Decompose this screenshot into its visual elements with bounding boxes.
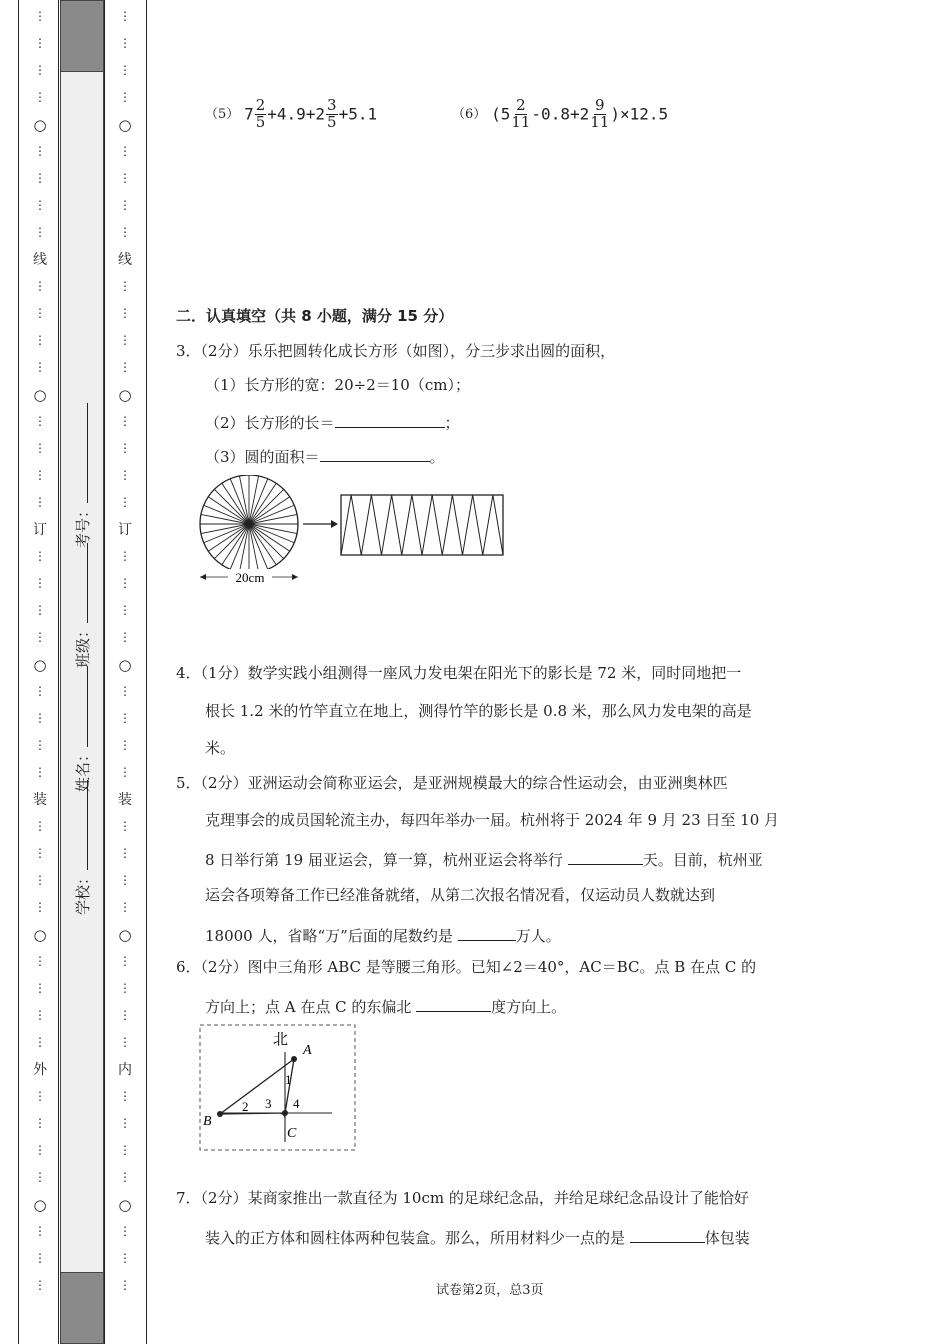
inner-circle-mark: ○ xyxy=(118,656,132,674)
q7-line-2-text: 装入的正方体和圆柱体两种包装盒。那么，所用材料少一点的是 xyxy=(205,1229,630,1247)
north-label: 北 xyxy=(273,1032,289,1048)
outer-circle-mark: ○ xyxy=(33,116,47,134)
label-A: A xyxy=(303,1043,312,1058)
angle-1-label: 1 xyxy=(285,1072,292,1087)
q5-line-2: 克理事会的成员国轮流主办，每四年举办一届。杭州将于 2024 年 9 月 23 日至 10 月 xyxy=(205,811,780,829)
item-5-num1: 2 xyxy=(255,96,266,114)
q3-step-1: （1）长方形的宽：20÷2＝10（cm）； xyxy=(205,376,470,394)
point-C xyxy=(282,1110,288,1116)
inner-side-mark: 内 xyxy=(118,1062,132,1078)
q6-triangle-figure xyxy=(199,1024,357,1152)
inner-bind-mark: 装 xyxy=(118,792,132,808)
label-B: B xyxy=(203,1114,212,1129)
item-6-label: （6） xyxy=(452,106,487,122)
q6-line-2-text: 方向上；点 A 在点 C 的东偏北 xyxy=(205,998,417,1016)
outer-side-mark: 外 xyxy=(33,1062,47,1078)
angle-4-label: 4 xyxy=(293,1096,300,1111)
sector-radius xyxy=(214,489,249,524)
angle-2-label: 2 xyxy=(242,1099,249,1114)
item-5-den2: 5 xyxy=(327,112,337,131)
q5-line-4: 运会各项筹备工作已经准备就绪，从第二次报名情况看，仅运动员人数就达到 xyxy=(205,886,716,904)
outer-border-line xyxy=(18,0,19,1344)
sector-radius xyxy=(249,489,284,524)
outer-staple-mark: 订 xyxy=(33,522,47,538)
inner-binding-line xyxy=(104,0,105,1344)
outer-circle-mark: ○ xyxy=(33,1196,47,1214)
outer-circle-mark: ○ xyxy=(33,656,47,674)
inner-dot-column: ⋮ ⋮ ⋮ ⋮ ○ ⋮ ⋮ ⋮ ⋮ 线 ⋮ ⋮ ⋮ ⋮ ○ ⋮ ⋮ ⋮ ⋮ 订 ⋮ ⋮ ⋮ ⋮ ○ ⋮ ⋮ ⋮ ⋮ 装 ⋮ ⋮ ⋮ ⋮ ○ ⋮ ⋮ ⋮ ⋮ 内 ⋮ ⋮ ⋮ ⋮ ○ ⋮ ⋮ ⋮ xyxy=(114,10,136,1306)
calc-item-5 xyxy=(205,98,377,131)
q3-step-3-text: （3）圆的面积＝ xyxy=(205,448,320,466)
q5-line-3-text: 8 日举行第 19 届亚运会，算一算，杭州亚运会将举行 xyxy=(205,851,568,869)
q6-blank-degree[interactable] xyxy=(416,997,491,1012)
exam-number-label: 考号： xyxy=(74,502,92,548)
q3-step-3-end: 。 xyxy=(429,448,445,466)
outer-circle-mark: ○ xyxy=(33,926,47,944)
item-5-whole: 7 xyxy=(244,104,254,124)
q5-line-5-text: 18000 人，省略“万”后面的尾数约是 xyxy=(205,927,458,945)
section-2-title: 二．认真填空（共 8 小题，满分 15 分） xyxy=(176,307,454,325)
outer-dot-column: ⋮ ⋮ ⋮ ⋮ ○ ⋮ ⋮ ⋮ ⋮ 线 ⋮ ⋮ ⋮ ⋮ ○ ⋮ ⋮ ⋮ ⋮ 订 ⋮ ⋮ ⋮ ⋮ ○ ⋮ ⋮ ⋮ ⋮ 装 ⋮ ⋮ ⋮ ⋮ ○ ⋮ ⋮ ⋮ ⋮ 外 ⋮ ⋮ ⋮ ⋮ ○ ⋮ ⋮ ⋮ xyxy=(29,10,51,1306)
q5-line-5-end: 万人。 xyxy=(515,927,561,945)
item-5-num2: 3 xyxy=(327,96,337,114)
margin-shade-top xyxy=(60,0,104,72)
item-5-mid: +4.9+2 xyxy=(267,104,326,124)
item-5-end: +5.1 xyxy=(338,104,378,124)
q3-circle-rectangle-figure xyxy=(195,475,515,600)
item-6-den2: 11 xyxy=(590,112,610,131)
q7-line-1: 7．（2分）某商家推出一款直径为 10cm 的足球纪念品，并给足球纪念品设计了能恰好 xyxy=(176,1189,749,1207)
outer-binding-line xyxy=(58,0,59,1344)
sector-radius xyxy=(214,524,249,559)
inner-circle-mark: ○ xyxy=(118,386,132,404)
inner-circle-mark: ○ xyxy=(118,926,132,944)
class-label: 班级： xyxy=(74,622,92,668)
diameter-label: 20cm xyxy=(235,570,265,585)
margin-shade-bottom xyxy=(60,1272,104,1344)
inner-staple-mark: 订 xyxy=(118,522,132,538)
q7-line-2 xyxy=(205,1228,750,1246)
item-6-end: )×12.5 xyxy=(610,104,669,124)
q6-line-1: 6．（2分）图中三角形 ABC 是等腰三角形。已知∠2＝40°，AC＝BC。点 B 在点 C 的 xyxy=(176,958,757,976)
transform-arrowhead xyxy=(331,520,338,528)
q5-line-1: 5．（2分）亚洲运动会简称亚运会，是亚洲规模最大的综合性运动会，由亚洲奥林匹 xyxy=(176,774,728,792)
q5-line-3 xyxy=(205,850,763,868)
item-6-mid: -0.8+2 xyxy=(531,104,590,124)
dimension-arrow-right xyxy=(292,574,298,580)
page-footer: 试卷第2页，总3页 xyxy=(436,1283,544,1298)
outer-circle-mark: ○ xyxy=(33,386,47,404)
q5-blank-days[interactable] xyxy=(568,850,643,865)
outer-bind-mark: 装 xyxy=(33,792,47,808)
q5-line-3-end: 天。目前，杭州亚 xyxy=(642,851,763,869)
school-label: 学校： xyxy=(74,869,92,915)
inner-line-mark: 线 xyxy=(118,252,132,268)
name-label: 姓名： xyxy=(74,746,92,792)
dimension-arrow-left xyxy=(200,574,206,580)
q5-blank-wan[interactable] xyxy=(458,926,516,941)
rectangle xyxy=(341,495,503,555)
label-C: C xyxy=(287,1126,297,1141)
item-6-num1: 2 xyxy=(516,96,526,114)
item-5-label: （5） xyxy=(205,106,240,122)
sector-zigzag xyxy=(341,495,503,555)
side-BA xyxy=(220,1059,294,1114)
name-field[interactable] xyxy=(72,667,93,792)
item-6-den1: 11 xyxy=(511,112,531,131)
q4-line-1: 4．（1分）数学实践小组测得一座风力发电架在阳光下的影长是 72 米，同时同地把一 xyxy=(176,664,742,682)
q6-line-2-end: 度方向上。 xyxy=(491,998,567,1016)
school-field[interactable] xyxy=(72,780,93,915)
q4-line-2: 根长 1.2 米的竹竿直立在地上，测得竹竿的影长是 0.8 米，那么风力发电架的高是 xyxy=(205,702,752,720)
outer-line-mark: 线 xyxy=(33,252,47,268)
q3-blank-area[interactable] xyxy=(320,447,430,462)
q3-step-3 xyxy=(205,447,445,465)
item-6-num2: 9 xyxy=(594,96,605,114)
calc-item-6 xyxy=(452,98,668,131)
rectangle-sectors xyxy=(341,495,503,555)
class-field[interactable] xyxy=(72,543,93,668)
exam-number-field[interactable] xyxy=(72,403,93,548)
q7-line-2-end: 体包装 xyxy=(704,1229,750,1247)
item-5-den1: 5 xyxy=(255,112,266,131)
inner-circle-mark: ○ xyxy=(118,116,132,134)
inner-border-line xyxy=(146,0,147,1344)
point-B xyxy=(217,1111,223,1117)
q3-step-2 xyxy=(205,413,460,431)
q3-step-2-end: ； xyxy=(444,414,460,432)
q5-line-5 xyxy=(205,926,561,944)
q7-blank-box[interactable] xyxy=(630,1228,705,1243)
q6-line-2 xyxy=(205,997,566,1015)
q3-step-2-text: （2）长方形的长＝ xyxy=(205,414,335,432)
q4-line-3: 米。 xyxy=(205,739,236,757)
point-A xyxy=(291,1056,297,1062)
q3-blank-length[interactable] xyxy=(335,413,445,428)
angle-3-label: 3 xyxy=(265,1096,272,1111)
q3-stem: 3．（2分）乐乐把圆转化成长方形（如图），分三步求出圆的面积， xyxy=(176,342,616,360)
sector-radius xyxy=(249,524,284,559)
item-6-open: (5 xyxy=(491,104,511,124)
inner-circle-mark: ○ xyxy=(118,1196,132,1214)
